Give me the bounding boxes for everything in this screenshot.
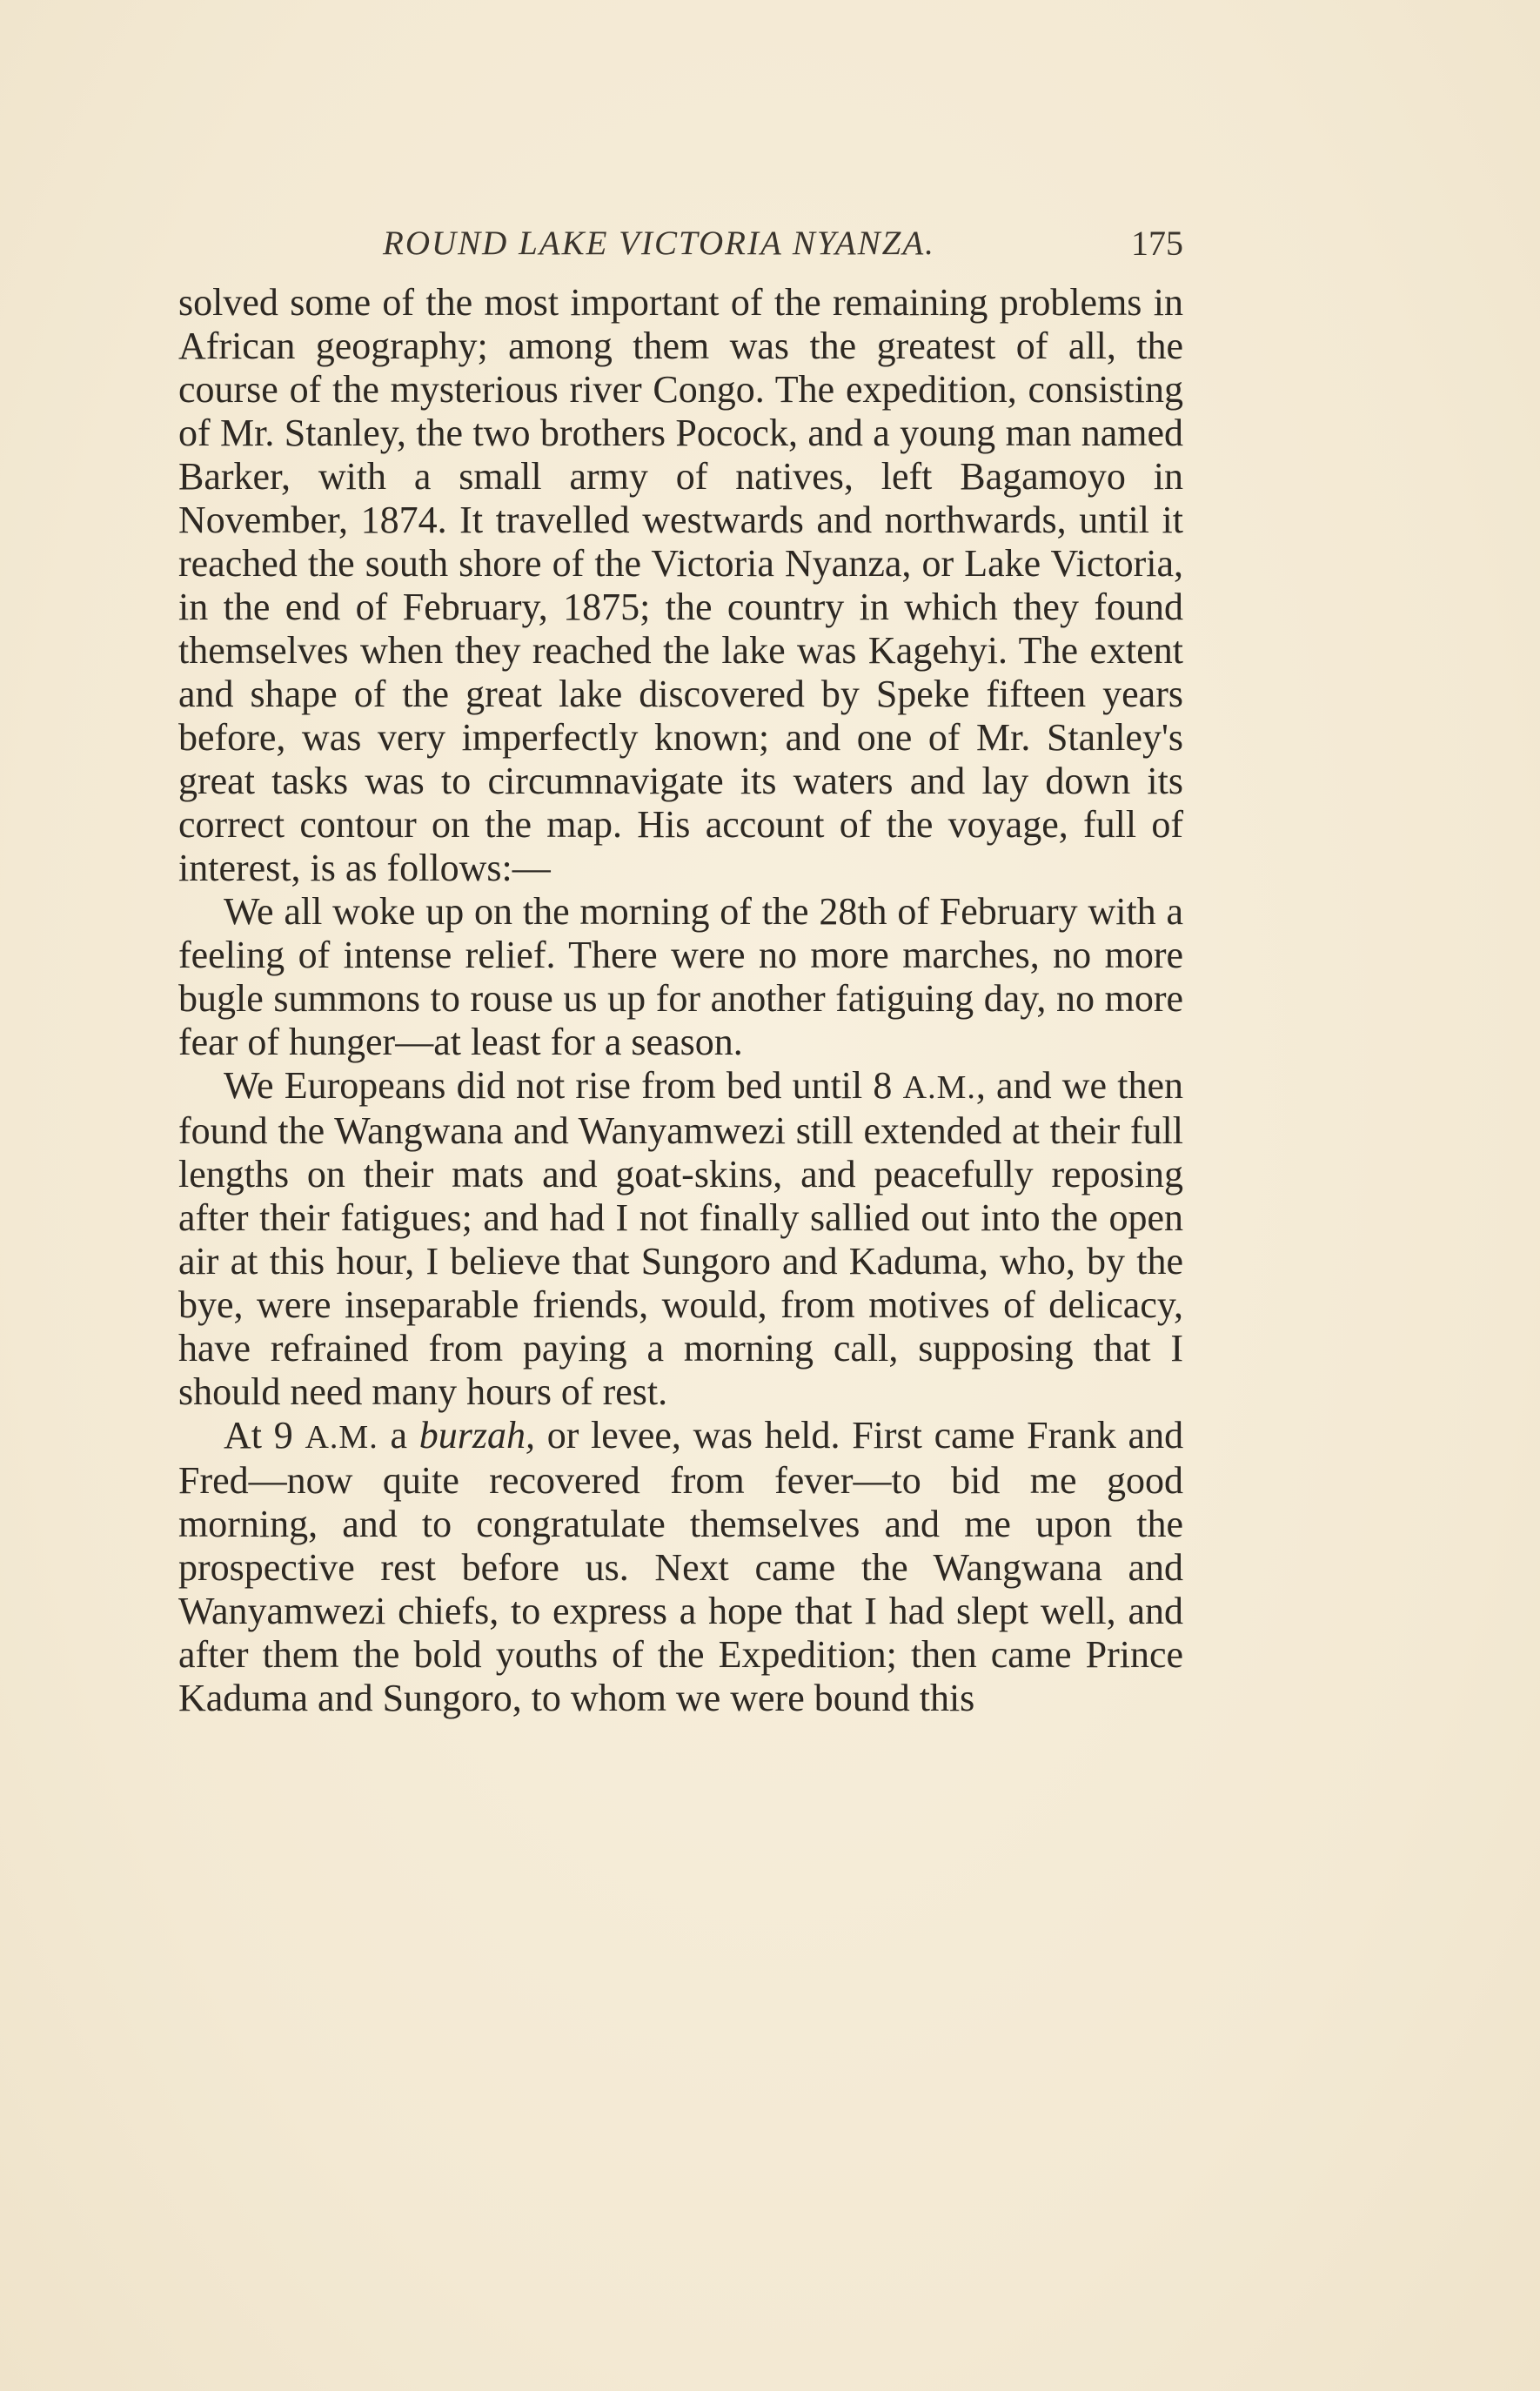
text-run: or levee, was held. First came Frank and Fred—now quite recovered from fever—to bid me good morning, and to congratulate themselves and me upon the prospective rest before us. Next came the Wangwana and Wanyamwezi chiefs, to express a hope that I had slept well, and after them the bold youths of the Expedition; then came Prince Kaduma and Sungoro, to whom we were bound this bbox=[178, 1414, 1184, 1719]
body-text bbox=[178, 281, 1183, 1720]
paragraph-continued: solved some of the most important of the remaining problems in African geography; among them was the greatest of all, the course of the mysterious river Congo. The expedition, consisting of Mr. Stanley, the two brothers Pocock, and a young man named Barker, with a small army of natives, left Bagamoyo in November, 1874. It travelled westwards and northwards, until it reached the south shore of the Victoria Nyanza, or Lake Victoria, in the end of February, 1875; the country in which they found themselves when they reached the lake was Kagehyi. The extent and shape of the great lake discovered by Speke fifteen years before, was very imperfectly known; and one of Mr. Stanley's great tasks was to circumnavigate its waters and lay down its correct contour on the map. His account of the voyage, full of interest, is as follows:— bbox=[178, 281, 1183, 889]
paragraph-europeans bbox=[178, 1064, 1183, 1414]
text-run: a bbox=[390, 1414, 407, 1457]
paragraph-levee bbox=[178, 1414, 1183, 1720]
text-run: , and we then found the Wangwana and Wanyamwezi still extended at their full lengths on their mats and goat-skins, and peacefully reposing after their fatigues; and had I not finally sallied out into the open air at this hour, I believe that Sungoro and Kaduma, who, by the bye, were inseparable friends, would, from motives of delicacy, have refrained from paying a morning call, supposing that I should need many hours of rest. bbox=[178, 1064, 1183, 1413]
paragraph-morning: We all woke up on the morning of the 28th of February with a feeling of intense relief. There were no more marches, no more bugle summons to rouse us up for another fatiguing day, no more fear of hunger—at least for a season. bbox=[178, 890, 1183, 1063]
text-run: We Europeans did not rise from bed until 8 bbox=[224, 1064, 893, 1107]
page-number: 175 bbox=[1131, 224, 1183, 263]
italic-term: burzah, bbox=[418, 1414, 535, 1457]
time-abbreviation: A.M. bbox=[902, 1069, 976, 1106]
page-header bbox=[383, 218, 1183, 270]
time-abbreviation: A.M. bbox=[305, 1419, 378, 1456]
running-head: ROUND LAKE VICTORIA NYANZA. bbox=[383, 224, 935, 262]
text-run: At 9 bbox=[224, 1414, 293, 1457]
